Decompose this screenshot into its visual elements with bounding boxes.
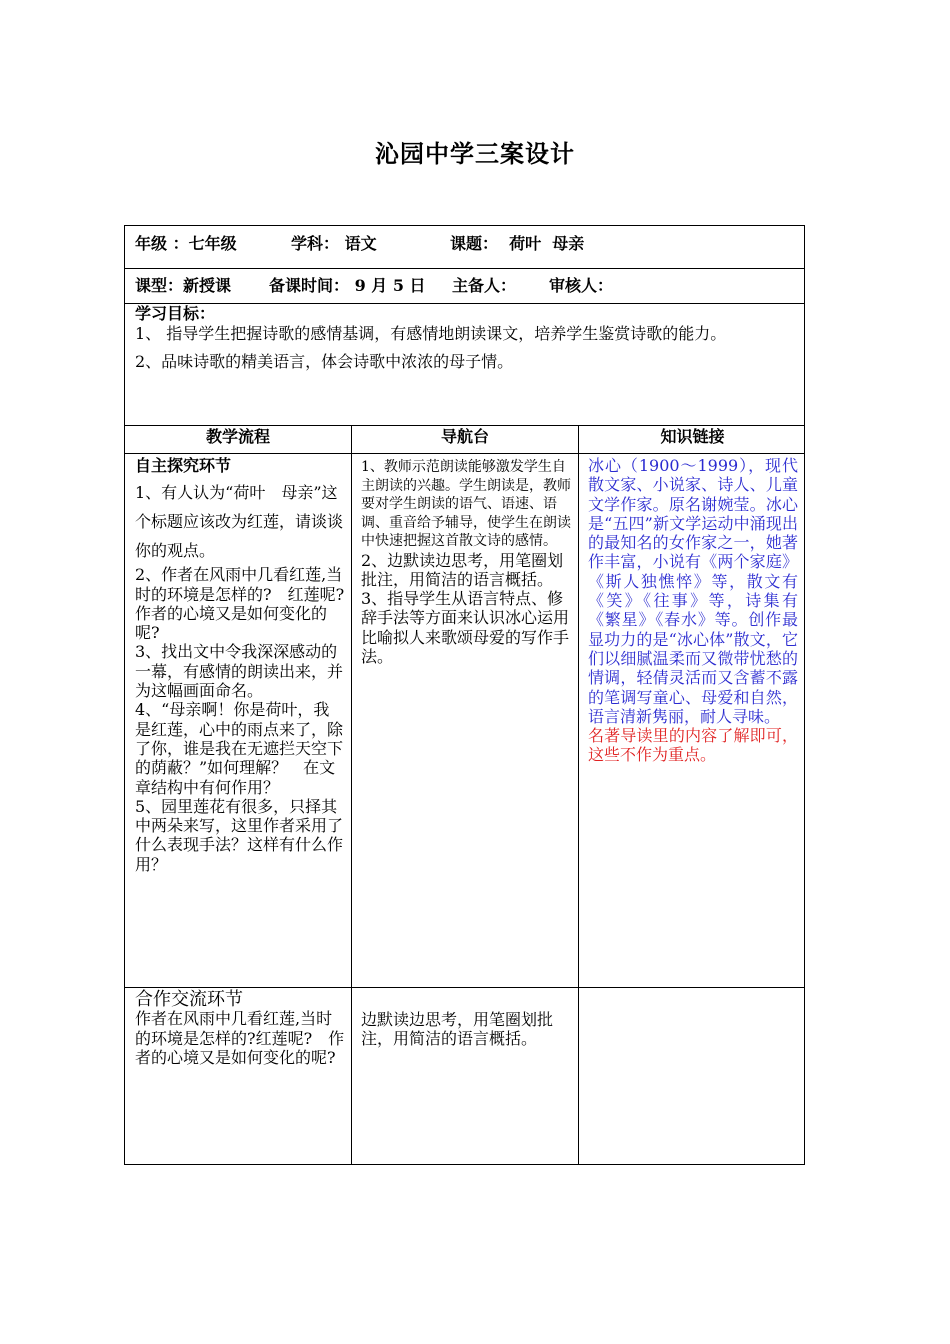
nav-cell-section1 — [361, 458, 571, 666]
topic-label: 课题： 荷叶 母亲 — [450, 234, 585, 253]
goals-label: 学习目标： — [135, 304, 216, 323]
reading-note: 名著导读里的内容了解即可，这些不作为重点。 — [588, 726, 798, 765]
flow-question: 作者在风雨中几看红莲,当时的环境是怎样的?红莲呢? 作者的心境又是如何变化的呢? — [135, 1009, 345, 1067]
column-header-flow: 教学流程 — [205, 427, 270, 446]
column-divider — [351, 425, 352, 1165]
section-title: 自主探究环节 — [135, 456, 232, 475]
column-header-links: 知识链接 — [660, 427, 725, 446]
prep-time-label: 备课时间： 9 月 5 日 — [269, 276, 426, 295]
row-divider — [125, 453, 804, 454]
flow-question: 3、找出文中令我深深感动的一幕，有感情的朗读出来，并为这幅画面命名。 — [135, 642, 344, 701]
flow-cell-section2 — [135, 990, 347, 1067]
column-divider — [578, 425, 579, 1165]
nav-item: 边默读边思考，用笔圈划批注，用简洁的语言概括。 — [361, 1010, 554, 1049]
row-divider — [125, 987, 804, 988]
nav-cell-section2 — [361, 1010, 571, 1049]
page-title: 沁园中学三案设计 — [375, 139, 575, 168]
row-divider — [125, 268, 804, 269]
learning-goals — [135, 304, 799, 372]
flow-question: 5、园里莲花有很多，只择其中两朵来写，这里作者采用了什么表现手法？这样有什么作用？ — [135, 796, 344, 874]
flow-question: 2、作者在风雨中几看红莲,当时的环境是怎样的? 红莲呢? 作者的心境又是如何变化的呢? — [135, 565, 361, 643]
lesson-plan-table — [124, 225, 805, 1165]
goal-item: 2、品味诗歌的精美语言，体会诗歌中浓浓的母子情。 — [135, 352, 514, 371]
nav-item: 1、教师示范朗读能够激发学生自主朗读的兴趣。学生朗读是，教师要对学生朗读的语气、语速、语调、重音给予辅导，使学生在朗读中快速把握这首散文诗的感情。 — [361, 459, 571, 549]
flow-question: 1、有人认为“荷叶 母亲”这个标题应该改为红莲，请谈谈你的观点。 — [135, 483, 344, 561]
links-cell-section1 — [588, 456, 798, 765]
preparer-label: 主备人： — [452, 276, 517, 295]
section-title: 合作交流环节 — [135, 989, 243, 1010]
subject-label: 学科： 语文 — [291, 234, 377, 253]
author-bio: 冰心（1900～1999），现代散文家、小说家、诗人、儿童文学作家。原名谢婉莹。冰心是“五四”新文学运动中涌现出的最知名的女作家之一，她著作丰富，小说有《两个家庭》《斯人独憔悴》等，散文有《笑》《往事》等，诗集有《繁星》《春水》等。创作最显功力的是“冰心体”散文，它们以细腻温柔而又微带忧愁的情调，轻倩灵活而又含蓄不露的笔调写童心、母爱和自然，语言清新隽丽，耐人寻味。 — [588, 456, 798, 726]
column-header-nav: 导航台 — [440, 427, 489, 446]
flow-cell-section1 — [135, 456, 361, 874]
nav-item: 2、边默读边思考，用笔圈划批注，用简洁的语言概括。 — [361, 550, 564, 589]
goal-item: 1、 指导学生把握诗歌的感情基调，有感情地朗读课文，培养学生鉴赏诗歌的能力。 — [135, 324, 727, 343]
flow-question: 4、“母亲啊！你是荷叶，我是红莲，心中的雨点来了，除了你，谁是我在无遮拦天空下的荫蔽？”如何理解？ 在文章结构中有何作用？ — [135, 700, 344, 797]
grade-label: 年级 ：七年级 — [135, 234, 237, 253]
nav-item: 3、指导学生从语言特点、修辞手法等方面来认识冰心运用比喻拟人来歌颂母爱的写作手法。 — [361, 589, 570, 666]
reviewer-label: 审核人： — [549, 276, 614, 295]
lesson-type-label: 课型：新授课 — [135, 276, 232, 295]
